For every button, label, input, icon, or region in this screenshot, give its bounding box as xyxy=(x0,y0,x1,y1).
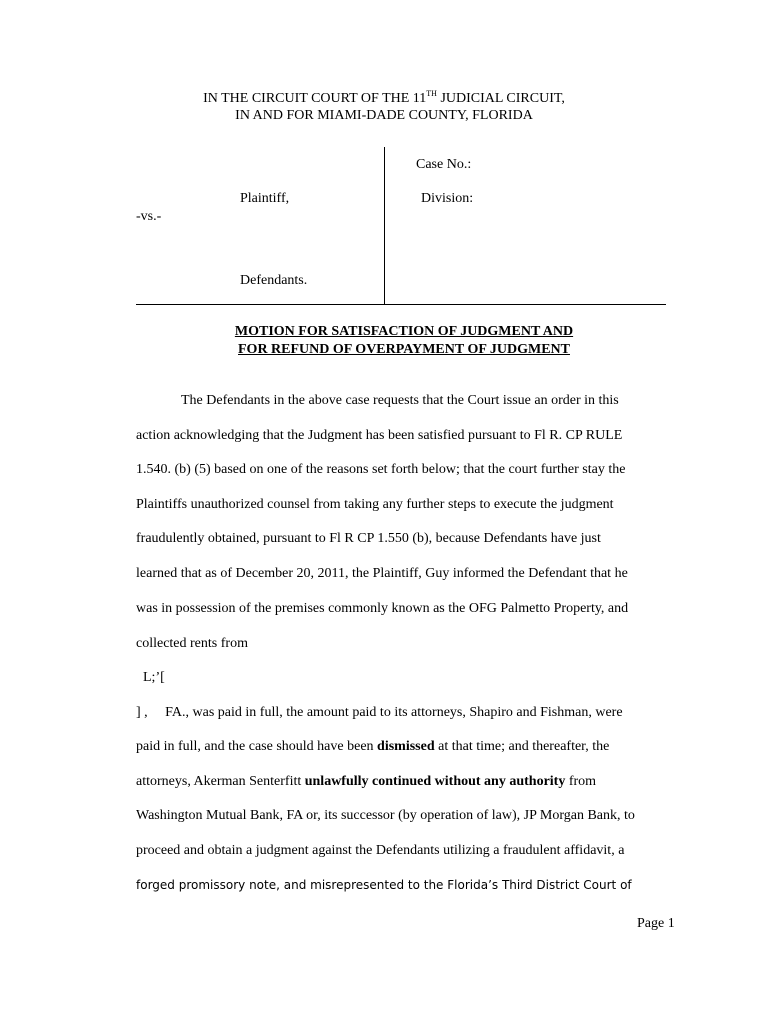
body-line: learned that as of December 20, 2011, the Plaintiff, Guy informed the Defendant that he xyxy=(136,566,628,581)
body-line: Plaintiffs unauthorized counsel from taking any further steps to execute the judgment xyxy=(136,497,614,512)
body-line: The Defendants in the above case requests that the Court issue an order in this xyxy=(181,393,619,408)
ordinal-superscript: TH xyxy=(426,89,437,98)
body-line: forged promissory note, and misrepresented to the Florida’s Third District Court of xyxy=(136,878,632,892)
body-line: Washington Mutual Bank, FA or, its successor (by operation of law), JP Morgan Bank, to xyxy=(136,808,635,823)
body-line: 1.540. (b) (5) based on one of the reasons set forth below; that the court further stay the xyxy=(136,462,626,477)
motion-title-line2: FOR REFUND OF OVERPAYMENT OF JUDGMENT xyxy=(238,342,570,357)
caption-horizontal-divider xyxy=(136,304,666,305)
body-line: collected rents from xyxy=(136,636,248,651)
court-circuit-text: JUDICIAL CIRCUIT, xyxy=(436,91,565,106)
versus-label: -vs.- xyxy=(136,209,162,224)
defendants-label: Defendants. xyxy=(240,273,308,288)
body-line: fraudulently obtained, pursuant to Fl R CP 1.550 (b), because Defendants have just xyxy=(136,531,601,546)
body-line: action acknowledging that the Judgment has been satisfied pursuant to Fl R. CP RULE xyxy=(136,428,623,443)
plaintiff-label: Plaintiff, xyxy=(240,191,290,206)
page-number: Page 1 xyxy=(637,916,675,931)
body-bold-text: unlawfully continued without any authority xyxy=(304,774,566,789)
body-text: at that time; and thereafter, the xyxy=(434,739,610,754)
body-line xyxy=(136,774,596,790)
caption-vertical-divider xyxy=(384,147,385,304)
body-text: paid in full, and the case should have been xyxy=(136,739,378,754)
motion-title-line1: MOTION FOR SATISFACTION OF JUDGMENT AND xyxy=(234,324,574,339)
body-line: ] , FA., was paid in full, the amount paid to its attorneys, Shapiro and Fishman, were xyxy=(136,705,623,720)
body-line xyxy=(136,739,609,755)
division-label: Division: xyxy=(421,191,474,206)
body-line: proceed and obtain a judgment against the Defendants utilizing a fraudulent affidavit, a xyxy=(136,843,625,858)
case-number-label: Case No.: xyxy=(416,157,472,172)
body-text: attorneys, Akerman Senterfitt xyxy=(136,774,305,789)
body-line: L;’[ xyxy=(143,670,165,685)
court-heading-line1 xyxy=(0,91,768,107)
body-bold-text: dismissed xyxy=(377,739,435,754)
court-name-text: IN THE CIRCUIT COURT OF THE 11 xyxy=(203,91,427,106)
body-line: was in possession of the premises commonly known as the OFG Palmetto Property, and xyxy=(136,601,629,616)
court-heading-line2: IN AND FOR MIAMI-DADE COUNTY, FLORIDA xyxy=(235,108,533,123)
body-text: from xyxy=(565,774,597,789)
